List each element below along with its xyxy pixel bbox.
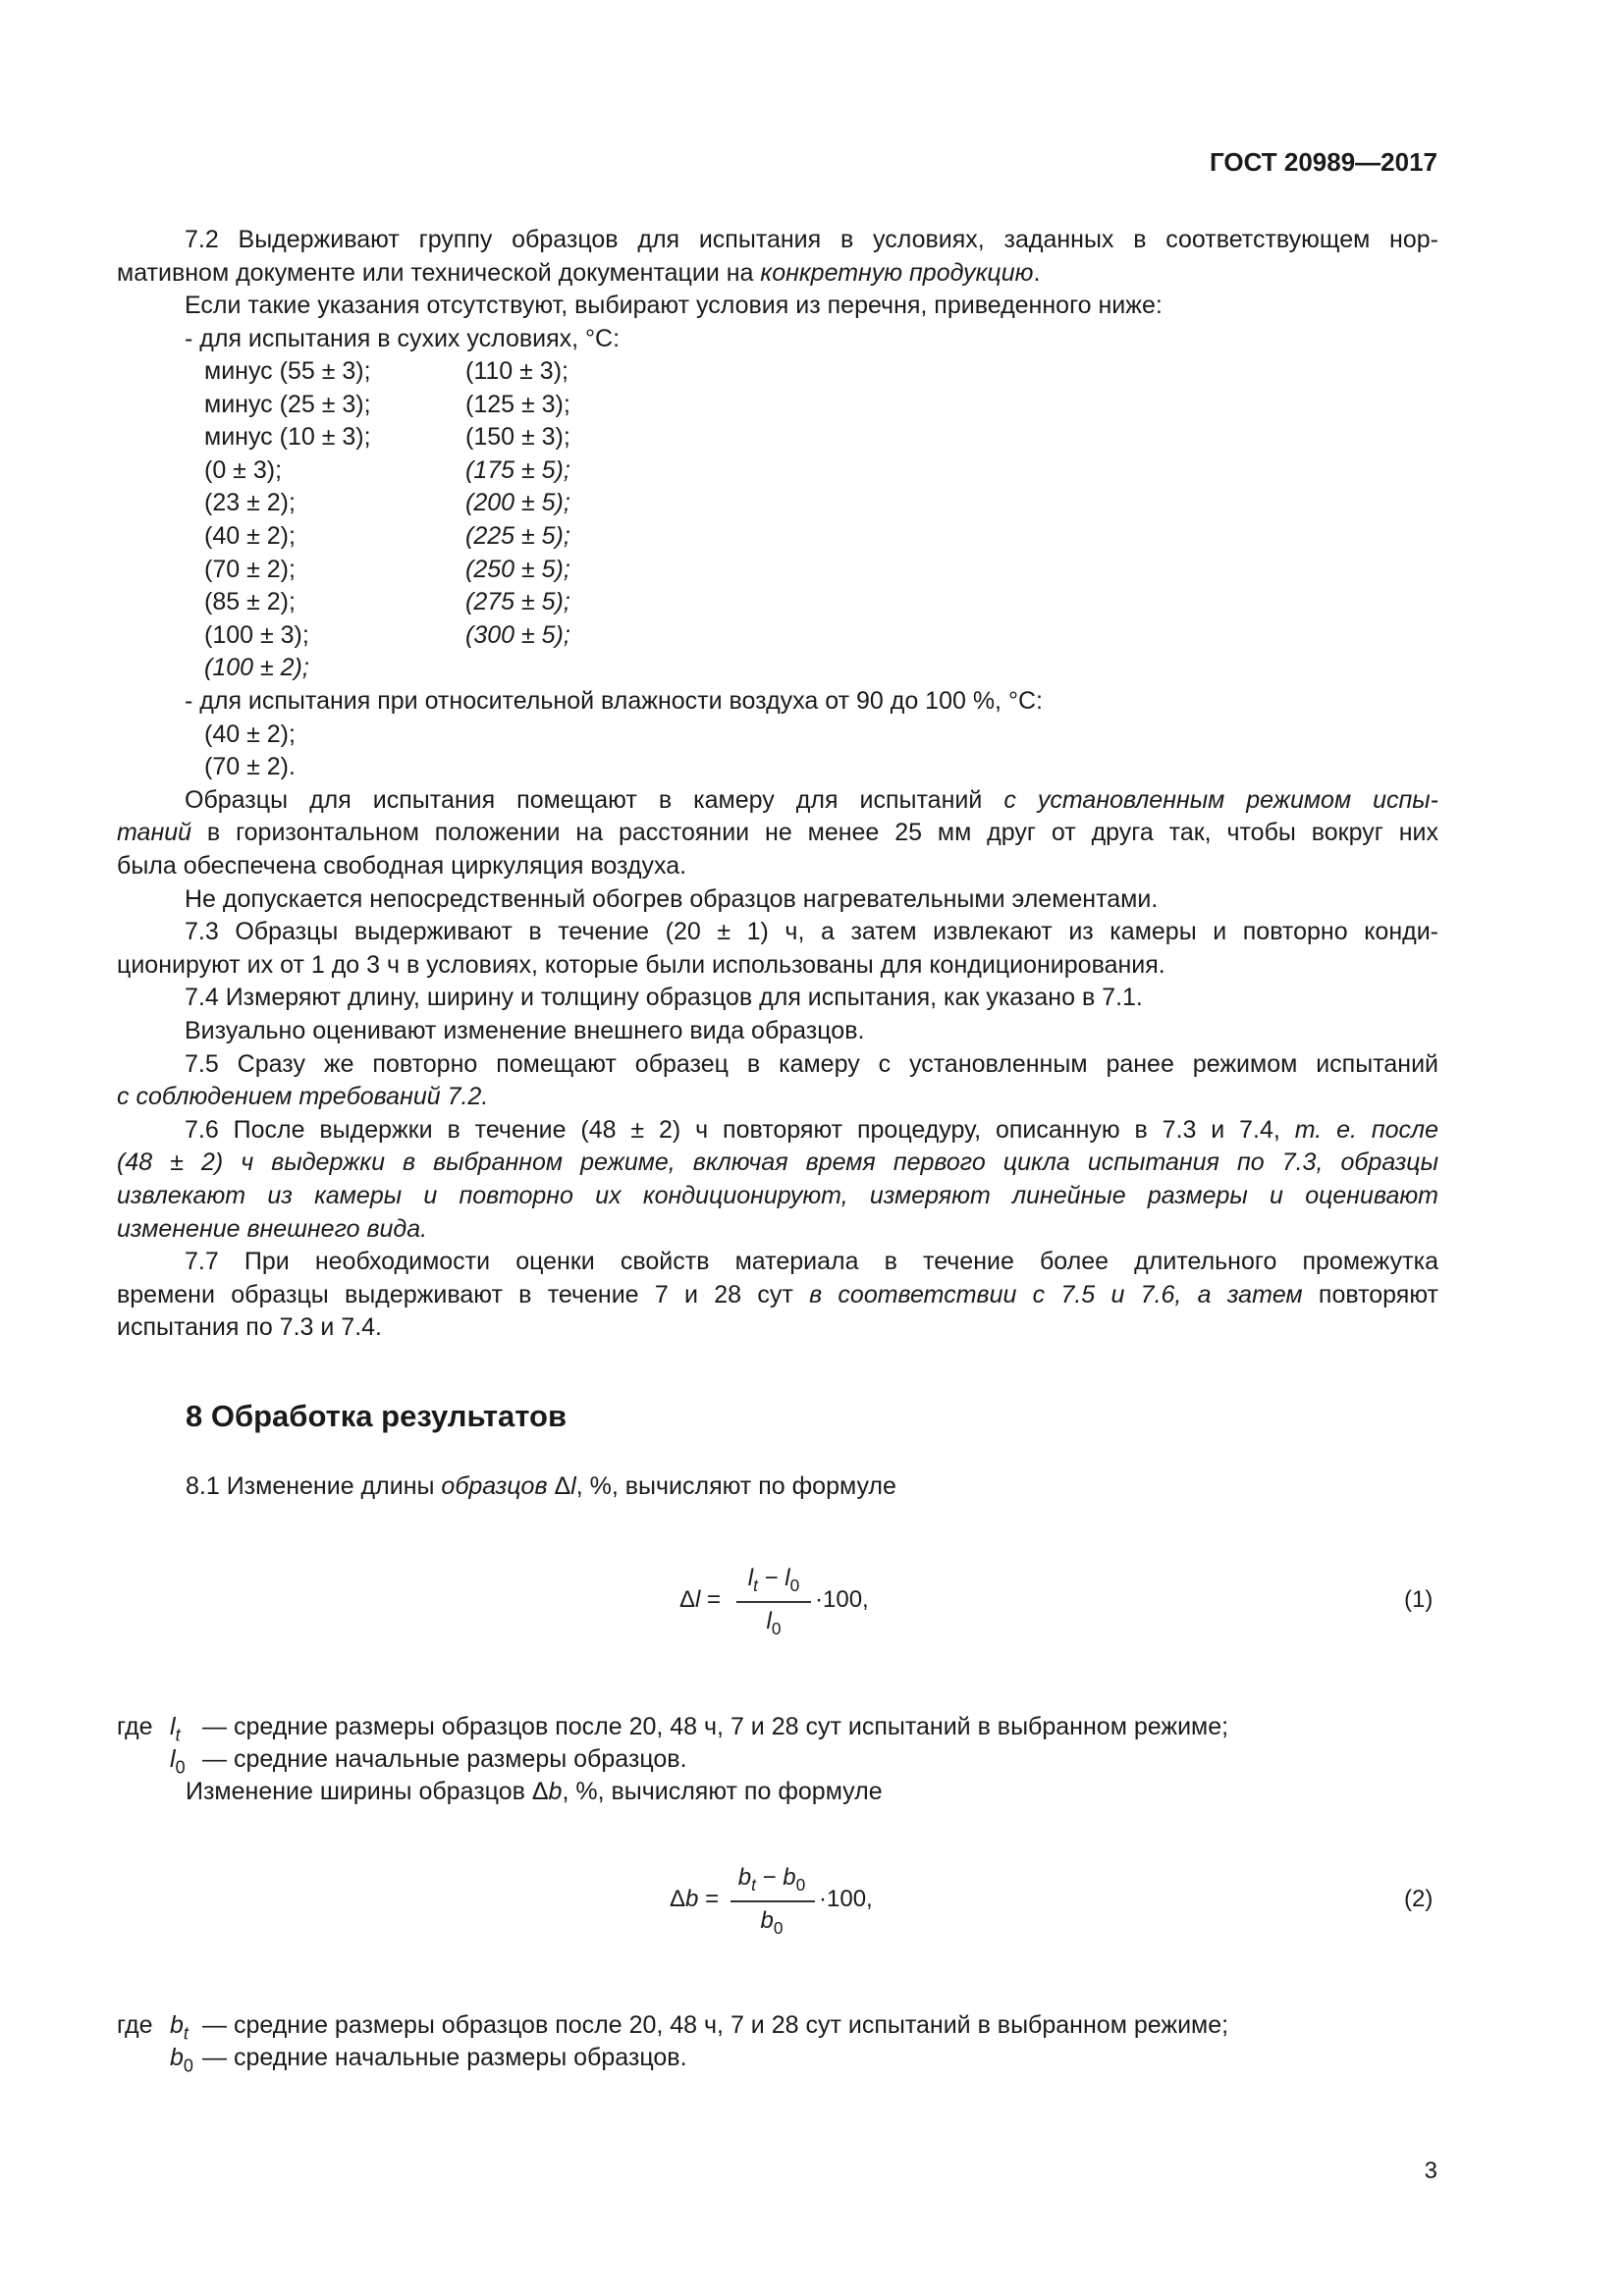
where-var — [170, 1711, 181, 1743]
para-7-6-line-2: (48 ± 2) ч выдержки в выбранном режиме, включая время первого цикла испытания по 7.3, образцы — [117, 1148, 1438, 1177]
text: 7.6 После выдержки в течение (48 ± 2) ч повторяют процедуру, описанную в 7.3 и 7.4, — [185, 1115, 1295, 1144]
dry-list-col-1 — [204, 355, 460, 685]
variable: l — [785, 1565, 790, 1591]
formula-lhs — [670, 1886, 719, 1913]
italic-text: в соответствии с 7.5 и 7.6, а затем — [809, 1280, 1303, 1308]
dry-intro: - для испытания в сухих условиях, °С: — [185, 324, 621, 352]
text: , %, вычисляют по формуле — [562, 1778, 883, 1805]
variable: l — [766, 1608, 772, 1634]
variable: b — [170, 2011, 184, 2039]
formula-multiplier: ·100, — [819, 1886, 873, 1912]
dry-value: (275 ± 5); — [465, 588, 570, 616]
para-7-5-line-2: с соблюдением требований 7.2. — [117, 1083, 489, 1111]
dry-value: (175 ± 5); — [465, 455, 570, 484]
dry-value: (250 ± 5); — [465, 555, 570, 583]
subscript: t — [183, 2023, 189, 2044]
dry-value: (300 ± 5); — [465, 620, 570, 649]
dry-value: (70 ± 2); — [204, 555, 296, 583]
text: повторяют — [1302, 1280, 1438, 1308]
subscript: t — [751, 1875, 756, 1896]
fraction-bar — [731, 1900, 815, 1902]
subscript: 0 — [773, 1918, 784, 1939]
equals-sign: = — [707, 1586, 722, 1613]
humid-value: (70 ± 2). — [204, 753, 296, 781]
subscript: 0 — [789, 1575, 800, 1596]
fraction-denominator — [734, 1608, 813, 1639]
variable: l — [170, 1713, 176, 1740]
humid-value: (40 ± 2); — [204, 720, 296, 748]
italic-text: с установленным режимом испы- — [1003, 785, 1438, 814]
variable: l — [170, 1745, 176, 1773]
where-desc: — средние начальные размеры образцов. — [202, 2044, 687, 2071]
text: времени образцы выдерживают в течение 7 и 28 сут — [117, 1280, 810, 1308]
para-7-6-line-1 — [117, 1114, 1438, 1148]
where-desc: — средние размеры образцов после 20, 48 ч, 7 и 28 сут испытаний в выбранном режиме; — [202, 1713, 1229, 1740]
subscript: 0 — [183, 2056, 193, 2076]
where-label: где — [117, 1713, 153, 1740]
para-7-2-line-2 — [117, 257, 1438, 291]
para-samples-line-2 — [117, 817, 1438, 850]
variable: l — [747, 1565, 754, 1591]
variable: b — [737, 1864, 752, 1891]
italic-text: т. е. после — [1294, 1115, 1438, 1144]
para-visual: Визуально оценивают изменение внешнего вида образцов. — [185, 1016, 865, 1044]
para-7-6-line-3: извлекают из камеры и повторно их кондиционируют, измеряют линейные размеры и оценивают — [117, 1181, 1438, 1209]
where-var — [170, 2009, 189, 2042]
formula-number: (1) — [1404, 1586, 1434, 1613]
text: в горизонтальном положении на расстоянии не менее 25 мм друг от друга так, чтобы вокруг них — [191, 819, 1438, 847]
variable: l — [570, 1472, 576, 1500]
para-samples-line-3: была обеспечена свободная циркуляция воздуха. — [117, 851, 687, 880]
where-desc: — средние размеры образцов после 20, 48 ч, 7 и 28 сут испытаний в выбранном режиме; — [202, 2011, 1229, 2039]
subscript: 0 — [175, 1757, 186, 1778]
dry-value: (85 ± 2); — [204, 588, 296, 616]
variable: l — [695, 1586, 701, 1613]
formula-lhs — [679, 1586, 721, 1614]
dry-value: (110 ± 3); — [465, 357, 568, 385]
subscript: 0 — [771, 1619, 782, 1639]
para-samples-line-1 — [117, 784, 1438, 818]
fraction-denominator — [727, 1907, 817, 1939]
dry-value: (100 ± 2); — [204, 654, 309, 682]
para-7-6-line-4: изменение внешнего вида. — [117, 1214, 428, 1243]
para-7-7-line-3: испытания по 7.3 и 7.4. — [117, 1313, 382, 1342]
italic-text: таний — [117, 819, 192, 847]
dry-value: (40 ± 2); — [204, 521, 296, 550]
dry-value: (0 ± 3); — [204, 455, 283, 484]
text: мативном документе или технической документации на — [117, 258, 761, 287]
subscript: t — [175, 1725, 181, 1745]
text: Образцы для испытания помещают в камеру для испытаний — [185, 785, 1004, 814]
fraction-bar — [736, 1601, 811, 1603]
fraction-numerator — [727, 1864, 817, 1896]
text: Изменение ширины образцов Δ — [186, 1778, 549, 1805]
para-7-5-line-1: 7.5 Сразу же повторно помещают образец в камеру с установленным ранее режимом испытаний — [185, 1049, 1438, 1078]
para-no-heat: Не допускается непосредственный обогрев образцов нагревательными элементами. — [185, 884, 1159, 913]
para-width — [186, 1776, 883, 1808]
subscript: 0 — [795, 1875, 806, 1896]
where-var — [170, 1743, 186, 1776]
humid-intro: - для испытания при относительной влажности воздуха от 90 до 100 %, °С: — [185, 687, 1043, 715]
dry-value: (23 ± 2); — [204, 489, 296, 517]
subscript: t — [753, 1575, 758, 1596]
dry-value: минус (10 ± 3); — [204, 423, 371, 452]
formula-number: (2) — [1404, 1886, 1434, 1912]
dry-value: (225 ± 5); — [465, 521, 570, 550]
where-var — [170, 2042, 193, 2074]
italic-text: образцов — [441, 1472, 548, 1500]
text: 8.1 Изменение длины — [186, 1472, 442, 1500]
text: Δ — [547, 1472, 571, 1500]
dry-value: (150 ± 3); — [465, 423, 570, 452]
para-7-4: 7.4 Измеряют длину, ширину и толщину образцов для испытания, как указано в 7.1. — [185, 984, 1143, 1012]
para-7-3-line-1: 7.3 Образцы выдерживают в течение (20 ± 1) ч, а затем извлекают из камеры и повторно конди- — [185, 918, 1438, 946]
para-if-none: Если такие указания отсутствуют, выбирают условия из перечня, приведенного ниже: — [185, 292, 1163, 320]
para-7-2-line-1: 7.2 Выдерживают группу образцов для испытания в условиях, заданных в соответствующем нор- — [185, 226, 1438, 253]
dry-value: минус (55 ± 3); — [204, 357, 371, 385]
body-text — [117, 224, 1438, 355]
variable: b — [783, 1864, 796, 1891]
minus-sign: − — [762, 1864, 777, 1891]
where-label: где — [117, 2011, 153, 2039]
dry-value: (100 ± 3); — [204, 620, 309, 649]
body-text-2 — [117, 685, 1438, 1345]
text: , %, вычисляют по формуле — [575, 1472, 896, 1500]
para-7-3-line-2: ционируют их от 1 до 3 ч в условиях, которые были использованы для кондиционирования. — [117, 950, 1165, 979]
variable: b — [760, 1907, 774, 1934]
dry-list-col-2 — [465, 355, 701, 652]
variable: b — [685, 1886, 699, 1912]
minus-sign: − — [764, 1565, 779, 1591]
section-title: 8 Обработка результатов — [186, 1399, 568, 1433]
para-8-1 — [186, 1470, 896, 1503]
document-header: ГОСТ 20989—2017 — [1210, 147, 1437, 177]
italic-text: конкретную продукцию — [760, 258, 1034, 287]
dry-value: (200 ± 5); — [465, 489, 570, 517]
equals-sign: = — [705, 1886, 720, 1912]
text: . — [1033, 258, 1041, 287]
variable: b — [548, 1778, 563, 1805]
dry-value: (125 ± 3); — [465, 390, 570, 418]
delta-symbol: Δ — [679, 1586, 696, 1613]
variable: b — [170, 2044, 184, 2071]
delta-symbol: Δ — [670, 1886, 686, 1912]
formula-multiplier: ·100, — [815, 1586, 869, 1613]
where-desc: — средние начальные размеры образцов. — [202, 1745, 687, 1773]
fraction-numerator — [734, 1565, 813, 1596]
para-7-7-line-2 — [117, 1279, 1438, 1312]
page-number: 3 — [1424, 2158, 1437, 2184]
para-7-7-line-1: 7.7 При необходимости оценки свойств материала в течение более длительного промежутка — [185, 1248, 1438, 1276]
dry-value: минус (25 ± 3); — [204, 390, 371, 418]
